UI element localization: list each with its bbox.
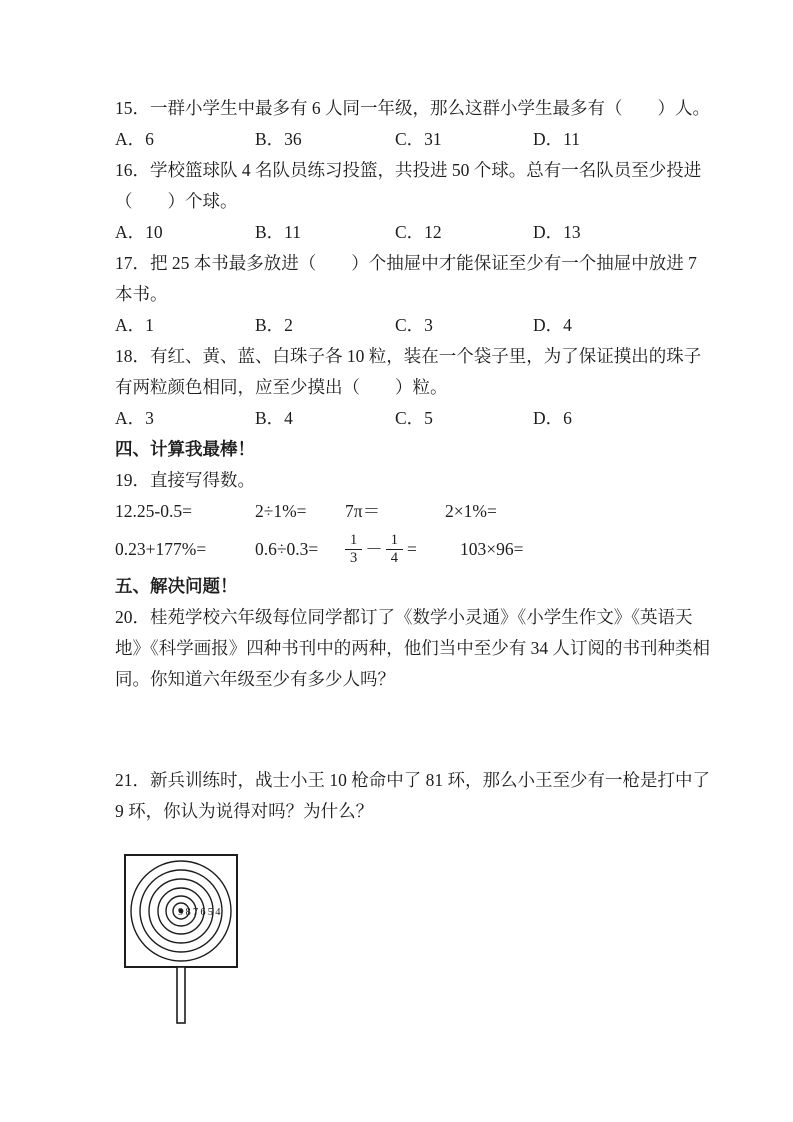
option-b: B．36 (255, 129, 302, 149)
question-20-text-line1: 20．桂苑学校六年级每位同学都订了《数学小灵通》《小学生作文》《英语天 (115, 607, 693, 627)
option-c: C．31 (395, 129, 442, 149)
option-c: C．5 (395, 408, 433, 428)
fraction-numerator: 1 (386, 532, 403, 550)
question-21 (115, 765, 710, 827)
question-17-text-line1: 17．把 25 本书最多放进（ ）个抽屉中才能保证至少有一个抽屉中放进 7 (115, 253, 697, 273)
question-20-text-line2: 地》《科学画报》四种书刊中的两种，他们当中至少有 34 人订阅的书刊种类相 (115, 638, 710, 658)
question-18-text-line1: 18．有红、黄、蓝、白珠子各 10 粒，装在一个袋子里，为了保证摸出的珠子 (115, 346, 702, 366)
calc-expression: 103×96= (460, 538, 524, 559)
question-15-options (115, 124, 693, 155)
option-c: C．12 (395, 222, 442, 242)
option-b: B．11 (255, 222, 302, 242)
question-19-title: 19．直接写得数。 (115, 470, 255, 490)
option-a: A．1 (115, 315, 154, 335)
calc-expression: 0.23+177%= (115, 538, 207, 559)
question-17-options (115, 310, 693, 341)
question-18-options (115, 403, 693, 434)
option-d: D．11 (533, 129, 580, 149)
option-b: B．2 (255, 315, 293, 335)
option-d: D．13 (533, 222, 581, 242)
option-a: A．6 (115, 129, 154, 149)
calc-row-1 (115, 496, 693, 527)
fraction-numerator: 1 (345, 532, 362, 550)
question-19 (115, 465, 693, 571)
calc-expression: 2×1%= (445, 501, 497, 521)
question-17-text-line2: 本书。 (115, 284, 168, 304)
question-17 (115, 248, 697, 341)
fraction-one-fourth (386, 532, 403, 566)
option-b: B．4 (255, 408, 293, 428)
equals-sign: = (407, 538, 417, 559)
calc-row-2 (115, 527, 693, 571)
calc-expression: 7π＝ (345, 501, 381, 521)
option-a: A．3 (115, 408, 154, 428)
question-21-text-line2: 9 环，你认为说得对吗？为什么？ (115, 801, 374, 821)
question-20 (115, 602, 710, 695)
fraction-denominator: 3 (350, 549, 358, 566)
calc-expression: 0.6÷0.3= (255, 538, 319, 559)
question-18-text-line2: 有两粒颜色相同，应至少摸出（ ）粒。 (115, 377, 448, 397)
calc-expression: 12.25-0.5= (115, 501, 192, 521)
option-a: A．10 (115, 222, 163, 242)
question-16-text-line1: 16．学校篮球队 4 名队员练习投篮，共投进 50 个球。总有一名队员至少投进 (115, 160, 702, 180)
option-d: D．4 (533, 315, 572, 335)
fraction-denominator: 4 (390, 549, 398, 566)
question-15-text: 15．一群小学生中最多有 6 人同一年级，那么这群小学生最多有（ ）人。 (115, 98, 710, 118)
question-18 (115, 341, 702, 434)
calc-expression: 2÷1%= (255, 501, 307, 521)
option-d: D．6 (533, 408, 572, 428)
target-illustration (123, 853, 241, 1027)
target-figure (123, 853, 693, 1037)
question-15 (115, 93, 710, 155)
question-21-text-line1: 21．新兵训练时，战士小王 10 枪命中了 81 环，那么小王至少有一枪是打中了 (115, 770, 710, 790)
answer-space (115, 695, 693, 765)
target-stand (177, 967, 185, 1023)
section-5-heading: 五、解决问题！ (115, 576, 238, 596)
option-c: C．3 (395, 315, 433, 335)
question-16 (115, 155, 702, 248)
section-4-heading: 四、计算我最棒！ (115, 439, 255, 459)
question-16-options (115, 217, 693, 248)
minus-operator: － (365, 538, 383, 559)
fraction-one-third (345, 532, 362, 566)
calc-expression-fraction (345, 532, 460, 566)
question-20-text-line3: 同。你知道六年级至少有多少人吗？ (115, 669, 395, 689)
question-16-text-line2: （ ）个球。 (115, 191, 238, 211)
target-ring-numbers: 987654 (178, 907, 223, 918)
